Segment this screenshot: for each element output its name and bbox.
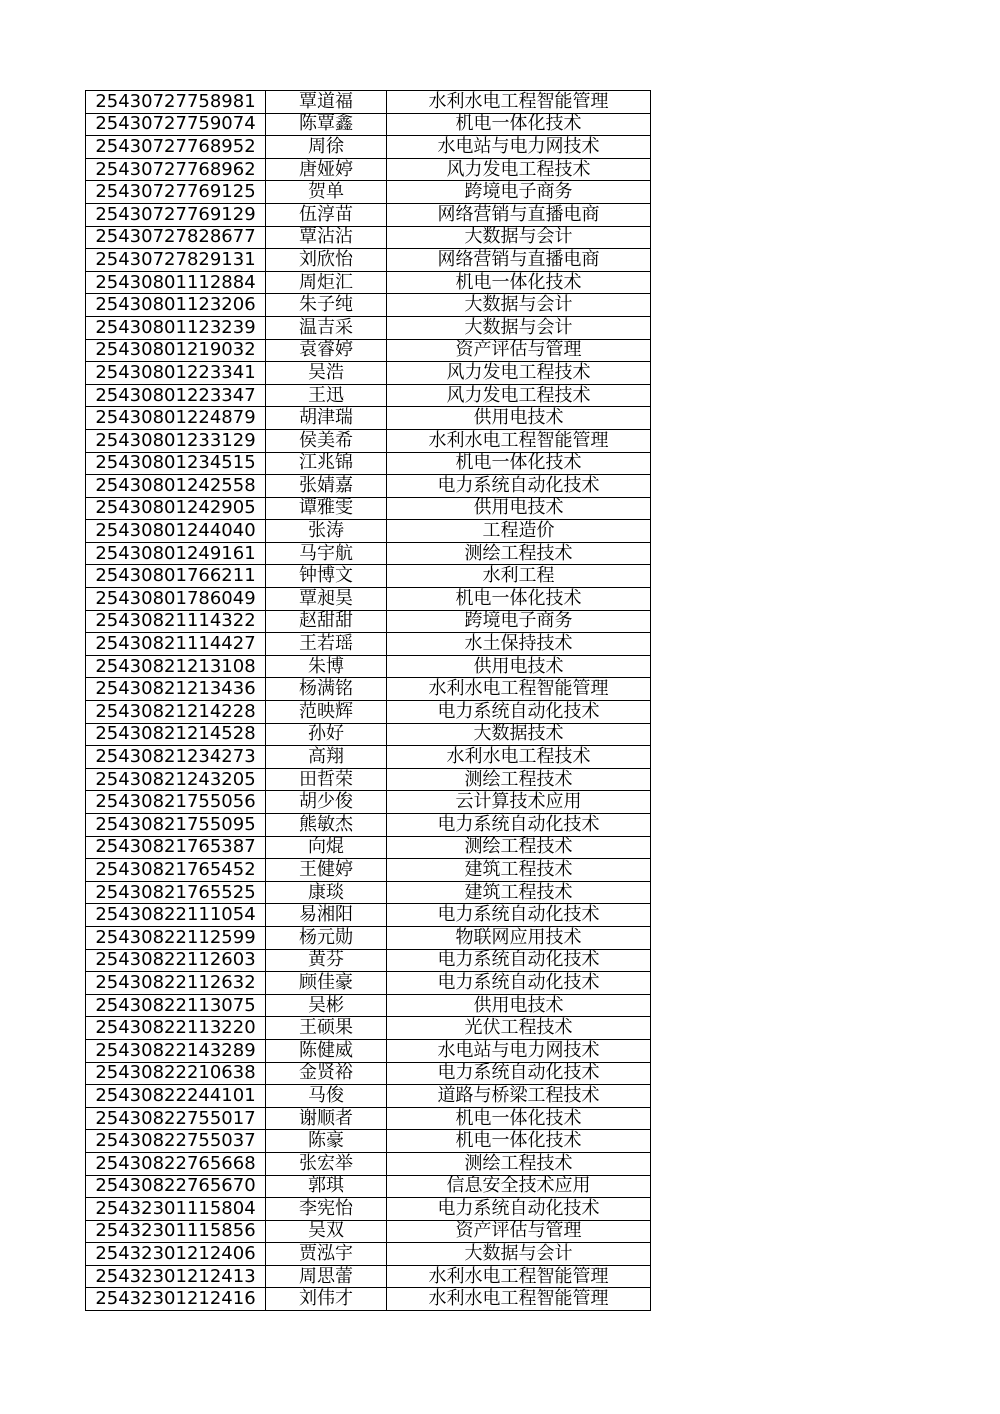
student-id-cell: 25430727828677 [86,226,266,249]
student-name-cell: 贺单 [266,181,387,204]
major-cell: 供用电技术 [387,497,651,520]
student-name-cell: 贾泓宇 [266,1243,387,1266]
student-id-cell: 25430801242905 [86,497,266,520]
table-row [86,1198,651,1221]
student-name-cell: 黄芬 [266,949,387,972]
table-row [86,520,651,543]
major-cell: 测绘工程技术 [387,1152,651,1175]
student-id-cell: 25430821234273 [86,746,266,769]
major-cell: 资产评估与管理 [387,339,651,362]
table-row [86,1243,651,1266]
major-cell: 电力系统自动化技术 [387,972,651,995]
major-cell: 网络营销与直播电商 [387,249,651,272]
student-id-cell: 25430821114322 [86,610,266,633]
major-cell: 水利水电工程智能管理 [387,1265,651,1288]
major-cell: 水利水电工程技术 [387,746,651,769]
table-row [86,384,651,407]
student-name-cell: 易湘阳 [266,904,387,927]
table-row [86,249,651,272]
major-cell: 供用电技术 [387,994,651,1017]
table-row [86,723,651,746]
student-name-cell: 胡津瑞 [266,407,387,430]
student-name-cell: 刘欣怡 [266,249,387,272]
student-name-cell: 伍淳苗 [266,203,387,226]
student-name-cell: 侯美希 [266,429,387,452]
table-row [86,1130,651,1153]
student-name-cell: 吴双 [266,1220,387,1243]
major-cell: 水电站与电力网技术 [387,136,651,159]
student-id-cell: 25430821213108 [86,655,266,678]
major-cell: 大数据与会计 [387,1243,651,1266]
major-cell: 机电一体化技术 [387,1107,651,1130]
student-id-cell: 25432301212406 [86,1243,266,1266]
major-cell: 建筑工程技术 [387,859,651,882]
major-cell: 水利工程 [387,565,651,588]
major-cell: 机电一体化技术 [387,588,651,611]
student-name-cell: 朱博 [266,655,387,678]
table-row [86,904,651,927]
major-cell: 电力系统自动化技术 [387,904,651,927]
table-row [86,746,651,769]
table-row [86,633,651,656]
student-id-cell: 25432301115856 [86,1220,266,1243]
major-cell: 测绘工程技术 [387,768,651,791]
table-row [86,678,651,701]
table-row [86,588,651,611]
student-roster-table [85,90,651,1311]
major-cell: 机电一体化技术 [387,452,651,475]
student-id-cell: 25430821114427 [86,633,266,656]
student-id-cell: 25430801766211 [86,565,266,588]
student-id-cell: 25430727768952 [86,136,266,159]
table-row [86,1288,651,1311]
student-name-cell: 吴彬 [266,994,387,1017]
student-id-cell: 25430822113075 [86,994,266,1017]
table-row [86,1265,651,1288]
major-cell: 大数据与会计 [387,316,651,339]
table-row [86,994,651,1017]
student-id-cell: 25430821755095 [86,814,266,837]
student-id-cell: 25430801123239 [86,316,266,339]
major-cell: 电力系统自动化技术 [387,949,651,972]
student-name-cell: 吴浩 [266,362,387,385]
student-name-cell: 谢顺者 [266,1107,387,1130]
table-row [86,452,651,475]
major-cell: 水利水电工程智能管理 [387,429,651,452]
major-cell: 大数据与会计 [387,294,651,317]
student-id-cell: 25430822210638 [86,1062,266,1085]
table-row [86,565,651,588]
table-row [86,1062,651,1085]
table-row [86,181,651,204]
student-name-cell: 钟博文 [266,565,387,588]
student-id-cell: 25430801224879 [86,407,266,430]
student-name-cell: 高翔 [266,746,387,769]
student-id-cell: 25430727768962 [86,158,266,181]
student-name-cell: 陈健威 [266,1039,387,1062]
major-cell: 测绘工程技术 [387,542,651,565]
major-cell: 机电一体化技术 [387,271,651,294]
table-row [86,362,651,385]
student-name-cell: 朱子纯 [266,294,387,317]
major-cell: 水土保持技术 [387,633,651,656]
student-id-cell: 25430801234515 [86,452,266,475]
student-name-cell: 向焜 [266,836,387,859]
table-row [86,113,651,136]
student-id-cell: 25430727769125 [86,181,266,204]
major-cell: 水电站与电力网技术 [387,1039,651,1062]
major-cell: 风力发电工程技术 [387,158,651,181]
student-id-cell: 25430801242558 [86,475,266,498]
student-id-cell: 25430727758981 [86,91,266,114]
table-row [86,814,651,837]
table-row [86,972,651,995]
major-cell: 工程造价 [387,520,651,543]
table-row [86,226,651,249]
table-row [86,1107,651,1130]
student-id-cell: 25430822112632 [86,972,266,995]
major-cell: 跨境电子商务 [387,610,651,633]
student-name-cell: 金贤裕 [266,1062,387,1085]
student-id-cell: 25430801112884 [86,271,266,294]
major-cell: 测绘工程技术 [387,836,651,859]
student-id-cell: 25430821765452 [86,859,266,882]
student-id-cell: 25430801233129 [86,429,266,452]
student-name-cell: 谭雅雯 [266,497,387,520]
major-cell: 光伏工程技术 [387,1017,651,1040]
student-name-cell: 陈覃鑫 [266,113,387,136]
student-id-cell: 25430801249161 [86,542,266,565]
student-name-cell: 范映辉 [266,701,387,724]
student-id-cell: 25430821214228 [86,701,266,724]
student-id-cell: 25430821243205 [86,768,266,791]
major-cell: 电力系统自动化技术 [387,475,651,498]
table-row [86,1220,651,1243]
student-name-cell: 王若瑶 [266,633,387,656]
student-name-cell: 康琰 [266,881,387,904]
major-cell: 物联网应用技术 [387,926,651,949]
student-name-cell: 周炬汇 [266,271,387,294]
student-name-cell: 马宇航 [266,542,387,565]
major-cell: 风力发电工程技术 [387,362,651,385]
major-cell: 水利水电工程智能管理 [387,1288,651,1311]
student-id-cell: 25432301212416 [86,1288,266,1311]
student-id-cell: 25432301212413 [86,1265,266,1288]
table-row [86,1039,651,1062]
table-row [86,1017,651,1040]
student-id-cell: 25430822113220 [86,1017,266,1040]
table-row [86,859,651,882]
table-row [86,407,651,430]
student-id-cell: 25430822755017 [86,1107,266,1130]
student-id-cell: 25430821755056 [86,791,266,814]
table-row [86,294,651,317]
table-row [86,836,651,859]
major-cell: 风力发电工程技术 [387,384,651,407]
student-name-cell: 王健婷 [266,859,387,882]
student-name-cell: 刘伟才 [266,1288,387,1311]
student-id-cell: 25430801223347 [86,384,266,407]
student-name-cell: 顾佳豪 [266,972,387,995]
student-name-cell: 胡少俊 [266,791,387,814]
student-name-cell: 王迅 [266,384,387,407]
major-cell: 供用电技术 [387,655,651,678]
student-name-cell: 杨满铭 [266,678,387,701]
student-id-cell: 25430822755037 [86,1130,266,1153]
student-id-cell: 25430822765668 [86,1152,266,1175]
table-row [86,339,651,362]
table-row [86,1175,651,1198]
table-row [86,926,651,949]
table-row [86,791,651,814]
student-id-cell: 25430801244040 [86,520,266,543]
table-row [86,136,651,159]
student-name-cell: 马俊 [266,1085,387,1108]
student-name-cell: 郭琪 [266,1175,387,1198]
student-name-cell: 覃昶昊 [266,588,387,611]
student-id-cell: 25430801786049 [86,588,266,611]
student-name-cell: 熊敏杰 [266,814,387,837]
student-id-cell: 25430727829131 [86,249,266,272]
major-cell: 电力系统自动化技术 [387,701,651,724]
student-name-cell: 覃道福 [266,91,387,114]
student-id-cell: 25430727769129 [86,203,266,226]
table-row [86,158,651,181]
student-id-cell: 25430727759074 [86,113,266,136]
major-cell: 电力系统自动化技术 [387,1198,651,1221]
student-id-cell: 25432301115804 [86,1198,266,1221]
student-id-cell: 25430821765387 [86,836,266,859]
table-row [86,475,651,498]
table-row [86,316,651,339]
table-row [86,701,651,724]
student-id-cell: 25430822765670 [86,1175,266,1198]
student-id-cell: 25430822112599 [86,926,266,949]
table-row [86,768,651,791]
table-row [86,610,651,633]
student-id-cell: 25430822111054 [86,904,266,927]
table-row [86,271,651,294]
student-name-cell: 李宪怡 [266,1198,387,1221]
student-name-cell: 袁睿婷 [266,339,387,362]
major-cell: 机电一体化技术 [387,1130,651,1153]
major-cell: 大数据技术 [387,723,651,746]
student-id-cell: 25430822143289 [86,1039,266,1062]
major-cell: 供用电技术 [387,407,651,430]
major-cell: 水利水电工程智能管理 [387,678,651,701]
student-name-cell: 覃沾沾 [266,226,387,249]
student-id-cell: 25430801123206 [86,294,266,317]
student-id-cell: 25430821765525 [86,881,266,904]
student-name-cell: 唐娅婷 [266,158,387,181]
major-cell: 大数据与会计 [387,226,651,249]
major-cell: 道路与桥梁工程技术 [387,1085,651,1108]
major-cell: 水利水电工程智能管理 [387,91,651,114]
student-name-cell: 温吉采 [266,316,387,339]
student-name-cell: 张涛 [266,520,387,543]
major-cell: 信息安全技术应用 [387,1175,651,1198]
major-cell: 建筑工程技术 [387,881,651,904]
student-name-cell: 孙好 [266,723,387,746]
student-name-cell: 陈豪 [266,1130,387,1153]
student-name-cell: 张宏举 [266,1152,387,1175]
student-id-cell: 25430801223341 [86,362,266,385]
student-name-cell: 周徐 [266,136,387,159]
student-name-cell: 张婧嘉 [266,475,387,498]
student-name-cell: 田哲荣 [266,768,387,791]
table-row [86,497,651,520]
major-cell: 网络营销与直播电商 [387,203,651,226]
major-cell: 机电一体化技术 [387,113,651,136]
student-name-cell: 赵甜甜 [266,610,387,633]
student-name-cell: 周思蕾 [266,1265,387,1288]
table-row [86,203,651,226]
student-id-cell: 25430822244101 [86,1085,266,1108]
major-cell: 资产评估与管理 [387,1220,651,1243]
table-row [86,429,651,452]
major-cell: 云计算技术应用 [387,791,651,814]
student-id-cell: 25430821213436 [86,678,266,701]
roster-body [86,91,651,1311]
major-cell: 跨境电子商务 [387,181,651,204]
table-row [86,91,651,114]
student-name-cell: 江兆锦 [266,452,387,475]
table-row [86,881,651,904]
major-cell: 电力系统自动化技术 [387,814,651,837]
major-cell: 电力系统自动化技术 [387,1062,651,1085]
table-row [86,655,651,678]
table-row [86,1152,651,1175]
student-id-cell: 25430822112603 [86,949,266,972]
table-row [86,542,651,565]
student-id-cell: 25430801219032 [86,339,266,362]
student-id-cell: 25430821214528 [86,723,266,746]
table-row [86,949,651,972]
student-name-cell: 王硕果 [266,1017,387,1040]
student-name-cell: 杨元勋 [266,926,387,949]
table-row [86,1085,651,1108]
